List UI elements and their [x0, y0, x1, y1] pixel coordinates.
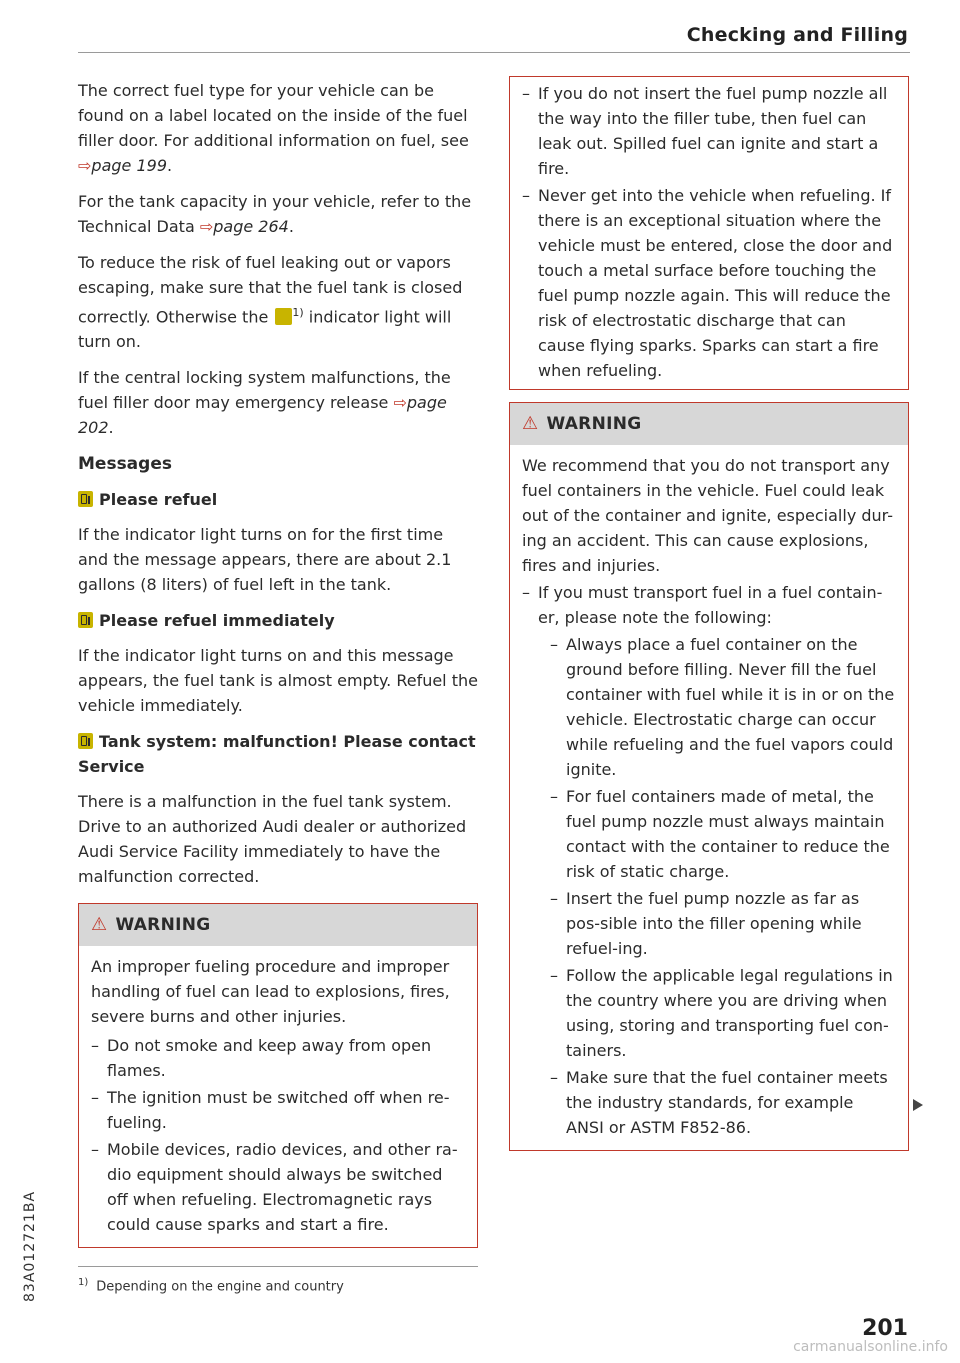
continue-next-page-icon — [913, 1099, 923, 1111]
reference-arrow-icon: ⇨ — [393, 393, 407, 413]
warning-intro: We recommend that you do not transport any fuel containers in the vehicle. Fuel could leak out of the container and ignite, especially dur-ing an accident. This can cause explosions, fires and injuries. — [522, 456, 893, 575]
page-reference-link[interactable]: ⇨page 264 — [199, 217, 289, 236]
list-item: – Always place a fuel container on the ground before filling. Never fill the fuel container with fuel while it is in or on the vehicle. Electrostatic charge can occur while refueling and the fuel vapors could ignite. — [550, 632, 896, 782]
warning-list — [522, 580, 896, 1140]
message-title-please-refuel: Please refuel — [78, 487, 478, 512]
page-header-title: Checking and Filling — [686, 24, 908, 46]
message-body: If the indicator light turns on for the first time and the message appears, there are about 2.1 gallons (8 liters) of fuel left in the tank. — [78, 525, 452, 595]
fuel-indicator-icon — [275, 308, 292, 325]
warning-intro: An improper fueling procedure and improper handling of fuel can lead to explosions, fires, severe burns and other injuries. — [91, 957, 450, 1027]
page-reference-link[interactable]: ⇨page 202 — [78, 393, 447, 438]
left-column — [78, 78, 478, 1248]
warning-box-fueling — [78, 903, 478, 1248]
page-reference-link[interactable]: ⇨page 199 — [78, 156, 167, 175]
warning-list — [91, 1033, 465, 1237]
messages-heading: Messages — [78, 454, 172, 475]
document-code: 83A012721BA — [22, 1190, 38, 1302]
message-title-tank-malfunction: Tank system: malfunction! Please contact Service — [78, 732, 476, 777]
warning-header: ⚠ WARNING — [510, 403, 908, 445]
list-item: – Follow the applicable legal regulations in the country where you are driving when using, storing and transporting fuel con-tainers. — [550, 963, 896, 1063]
list-item: – For fuel containers made of metal, the fuel pump nozzle must always maintain contact with the container to reduce the risk of static charge. — [550, 784, 896, 884]
paragraph-fuel-leak: To reduce the risk of fuel leaking out or vapors escaping, make sure that the fuel tank is closed correctly. Otherwise the $^{1)}$ indicator light will turn on. — [78, 253, 463, 352]
warning-sublist — [550, 632, 896, 1140]
paragraph-fuel-type: The correct fuel type for your vehicle can be found on a label located on the inside of the fuel filler door. For additional information on fuel, see ⇨page 199. — [78, 81, 469, 175]
warning-body — [79, 946, 477, 1247]
triangle-warning-icon: ⚠ — [91, 914, 108, 936]
list-item: – Do not smoke and keep away from open flames. — [91, 1033, 465, 1083]
list-item: – If you must transport fuel in a fuel contain-er, please note the following: – Always place a fuel container on the ground before filling. Never fill the fuel container with fuel while it is in or on the vehicle. Electrostatic charge can occur while refueling and the fuel vapors could ignite. – For fuel containers made of metal, the fuel pump nozzle must always maintain contact with the container to reduce the risk of static charge. – Insert the fuel pump nozzle as far as pos-sible into the filler opening while refuel-ing. – Follow the applicable legal regulations in the country where you are driving when using, storing and transporting fuel con-tainers. – Make sure that the fuel container meets the industry standards, for example ANSI or ASTM F852-86. — [522, 580, 896, 1140]
right-column — [509, 76, 909, 1151]
message-body: If the indicator light turns on and this message appears, the fuel tank is almost empty. Refuel the vehicle immediately. — [78, 646, 478, 716]
warning-box-continued — [509, 76, 909, 390]
warning-box-fuel-containers — [509, 402, 909, 1151]
footnote-mark: 1) — [292, 306, 304, 319]
footnote-rule — [78, 1266, 478, 1267]
watermark: carmanualsonline.info — [793, 1339, 948, 1355]
fuel-pump-icon — [78, 733, 93, 749]
warning-list — [522, 81, 896, 383]
list-item: – If you do not insert the fuel pump nozzle all the way into the filler tube, then fuel can leak out. Spilled fuel can ignite and start a fire. — [522, 81, 896, 181]
reference-arrow-icon: ⇨ — [199, 217, 214, 236]
fuel-pump-icon — [78, 491, 93, 507]
message-title-refuel-immediately: Please refuel immediately — [78, 608, 478, 633]
header-rule — [78, 52, 910, 53]
footnote: $^{1)}$ Depending on the engine and country — [78, 1277, 344, 1295]
paragraph-central-locking: If the central locking system malfunctions, the fuel filler door may emergency release ⇨page 202. — [78, 368, 451, 438]
warning-body — [510, 445, 908, 1150]
triangle-warning-icon: ⚠ — [522, 413, 539, 434]
list-item: – Mobile devices, radio devices, and other ra-dio equipment should always be switched off when refueling. Electromagnetic rays could cause sparks and start a fire. — [91, 1137, 465, 1237]
reference-arrow-icon: ⇨ — [78, 156, 92, 175]
list-item: – Make sure that the fuel container meets the industry standards, for example ANSI or ASTM F852-86. — [550, 1065, 896, 1140]
warning-header: ⚠ WARNING — [79, 904, 477, 946]
paragraph-tank-capacity: For the tank capacity in your vehicle, refer to the Technical Data ⇨page 264. — [78, 192, 472, 236]
fuel-pump-icon — [78, 612, 93, 628]
list-item: – Never get into the vehicle when refueling. If there is an exceptional situation where the vehicle must be entered, close the door and touch a metal surface before touching the fuel pump nozzle again. This will reduce the risk of electrostatic discharge that can cause flying sparks. Sparks can start a fire when refueling. — [522, 183, 896, 383]
message-body: There is a malfunction in the fuel tank system. Drive to an authorized Audi dealer or authorized Audi Service Facility immediately to have the malfunction corrected. — [78, 792, 467, 887]
list-item: – Insert the fuel pump nozzle as far as pos-sible into the filler opening while refuel-ing. — [550, 886, 896, 961]
list-item: – The ignition must be switched off when re-fueling. — [91, 1085, 465, 1135]
page-number: 201 — [862, 1316, 908, 1341]
